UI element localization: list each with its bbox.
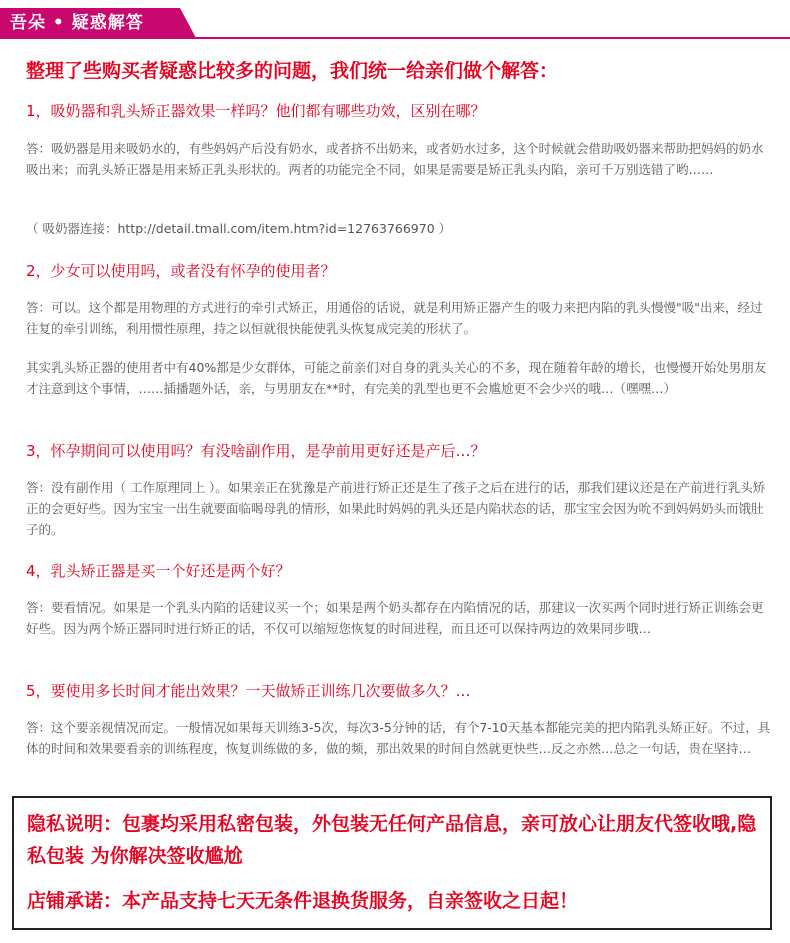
faq-question-2: 2，少女可以使用吗，或者没有怀孕的使用者？: [26, 262, 336, 280]
faq-question-1: 1，吸奶器和乳头矫正器效果一样吗？他们都有哪些功效，区别在哪？: [26, 102, 486, 120]
faq-note-2: 其实乳头矫正器的使用者中有40%都是少女群体，可能之前亲们对自身的乳头关心的不多，现在随着年龄的增长，也慢慢开始处男朋友才注意到这个事情，……插播题外话，亲，与男朋友在**时，有完美的乳型也更不会尴尬更不会少兴的哦…（嘿嘿…）: [26, 360, 767, 396]
intro-heading: 整理了些购买者疑惑比较多的问题，我们统一给亲们做个解答：: [26, 60, 559, 82]
faq-answer-4: 答：要看情况。如果是一个乳头内陷的话建议买一个；如果是两个奶头都存在内陷情况的话，那建议一次买两个同时进行矫正训练会更好些。因为两个矫正器同时进行矫正的话，不仅可以缩短您恢复的时间进程，而且还可以保持两边的效果同步哦…: [26, 600, 764, 636]
faq-answer-5: 答：这个要亲视情况而定。一般情况如果每天训练3-5次，每次3-5分钟的话，有个7-10天基本都能完美的把内陷乳头矫正好。不过，具体的时间和效果要看亲的训练程度，恢复训练做的多，做的频，那出效果的时间自然就更快些…反之亦然…总之一句话，贵在坚持…: [26, 720, 771, 756]
privacy-notice: 隐私说明：包裹均采用私密包装，外包装无任何产品信息，亲可放心让朋友代签收哦,隐私包装 为你解决签收尴尬: [27, 813, 757, 867]
header-divider: [0, 37, 790, 39]
faq-answer-3: 答：没有副作用（ 工作原理同上 ）。如果亲正在犹豫是产前进行矫正还是生了孩子之后在进行的话，那我们建议还是在产前进行乳头矫正的会更好些。因为宝宝一出生就要面临喝母乳的情形，如果此时妈妈的乳头还是内陷状态的话，那宝宝会因为吮不到妈妈奶头而饿肚子的。: [26, 480, 766, 537]
faq-question-3: 3，怀孕期间可以使用吗？有没啥副作用，是孕前用更好还是产后…？: [26, 442, 486, 460]
faq-note-1: （ 吸奶器连接：http://detail.tmall.com/item.htm?id=12763766970 ）: [26, 221, 452, 236]
faq-answer-1: 答：吸奶器是用来吸奶水的，有些妈妈产后没有奶水，或者挤不出奶来，或者奶水过多，这个时候就会借助吸奶器来帮助把妈妈的奶水吸出来；而乳头矫正器是用来矫正乳头形状的。两者的功能完全不同，如果是需要是矫正乳头内陷，亲可千万别选错了哟……: [26, 141, 764, 177]
notice-box: [12, 796, 772, 930]
faq-question-4: 4，乳头矫正器是买一个好还是两个好？: [26, 562, 291, 580]
faq-question-5: 5，要使用多长时间才能出效果？一天做矫正训练几次要做多久？…: [26, 682, 471, 700]
faq-answer-2: 答：可以。这个都是用物理的方式进行的牵引式矫正，用通俗的话说，就是利用矫正器产生的吸力来把内陷的乳头慢慢"吸"出来，经过往复的牵引训练，利用惯性原理，持之以恒就很快能使乳头恢复成完美的形状了。: [26, 300, 763, 336]
section-header: [0, 0, 790, 40]
header-title: 吾朵 • 疑惑解答: [10, 13, 144, 33]
store-promise: 店铺承诺：本产品支持七天无条件退换货服务，自亲签收之日起！: [27, 890, 579, 912]
